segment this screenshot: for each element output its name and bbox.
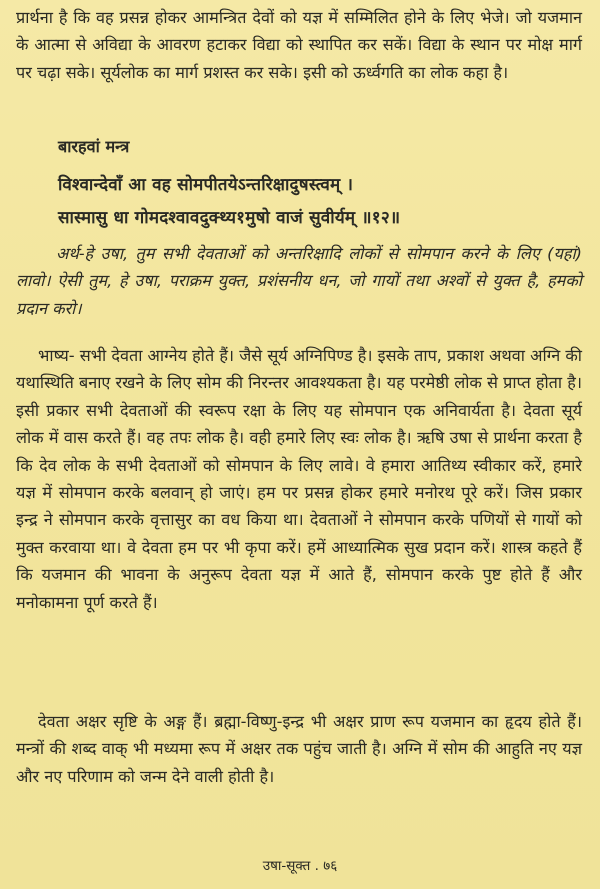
bhashya-paragraph: भाष्य- सभी देवता आग्नेय होते हैं। जैसे सूर्य अग्निपिण्ड है। इसके ताप, प्रकाश अथवा अग्नि की यथास्थिति बनाए रखने के लिए सोम की निरन्तर आवश्यकता है। यह परमेष्ठी लोक से प्राप्त होता है। इसी प्रकार सभी देवताओं की स्वरूप रक्षा के लिए यह सोमपान एक अनिवार्यता है। देवता सूर्य लोक में वास करते हैं। वह तपः लोक है। वही हमारे लिए स्वः लोक है। ऋषि उषा से प्रार्थना करता है कि देव लोक के सभी देवताओं को सोमपान के लिए लावे। वे हमारा आतिथ्य स्वीकार करें, हमारे यज्ञ में सोमपान करके बलवान् हो जाएं। हम पर प्रसन्न होकर हमारे मनोरथ पूरे करें। जिस प्रकार इन्द्र ने सोमपान करके वृत्तासुर का वध किया था। देवताओं ने सोमपान करके पणियों से गायों को मुक्त करवाया था। वे देवता हम पर भी कृपा करें। हमें आध्यात्मिक सुख प्रदान करें। शास्त्र कहते हैं कि यजमान की भावना के अनुरूप देवता यज्ञ में आते हैं, सोमपान करके पुष्ट होते हैं और मनोकामना पूर्ण करते हैं। <box>16 346 582 612</box>
meaning-paragraph: अर्थ-हे उषा, तुम सभी देवताओं को अन्तरिक्षादि लोकों से सोमपान करने के लिए (यहां) लावो। ऐसी तुम, हे उषा, पराक्रम युक्त, प्रशंसनीय धन, जो गायों तथा अश्वों से युक्त है, हमको प्रदान करो। <box>16 244 582 318</box>
mantra-heading: बारहवां मन्त्र <box>58 137 130 156</box>
page-footer: उषा-सूक्त . ७६ <box>262 858 338 874</box>
mantra-line-1: विश्वान्देवाँ आ वह सोमपीतयेऽन्तरिक्षादुषस्त्वम् । <box>58 175 354 195</box>
closing-paragraph: देवता अक्षर सृष्टि के अङ्ग हैं। ब्रह्मा-विष्णु-इन्द्र भी अक्षर प्राण रूप यजमान का हृदय होते हैं। मन्त्रों की शब्द वाक् भी मध्यमा रूप में अक्षर तक पहुंच जाती है। अग्नि में सोम की आहुति नए यज्ञ और नए परिणाम को जन्म देने वाली होती है। <box>16 712 582 786</box>
mantra-line-2: सास्मासु धा गोमदश्वावदुक्थ्य१मुषो वाजं सुवीर्यम् ॥१२॥ <box>58 208 401 228</box>
intro-paragraph: प्रार्थना है कि वह प्रसन्न होकर आमन्त्रित देवों को यज्ञ में सम्मिलित होने के लिए भेजे। जो यजमान के आत्मा से अविद्या के आवरण हटाकर विद्या को स्थापित कर सकें। विद्या के स्थान पर मोक्ष मार्ग पर चढ़ा सके। सूर्यलोक का मार्ग प्रशस्त कर सके। इसी को ऊर्ध्वगति का लोक कहा है। <box>16 8 582 82</box>
